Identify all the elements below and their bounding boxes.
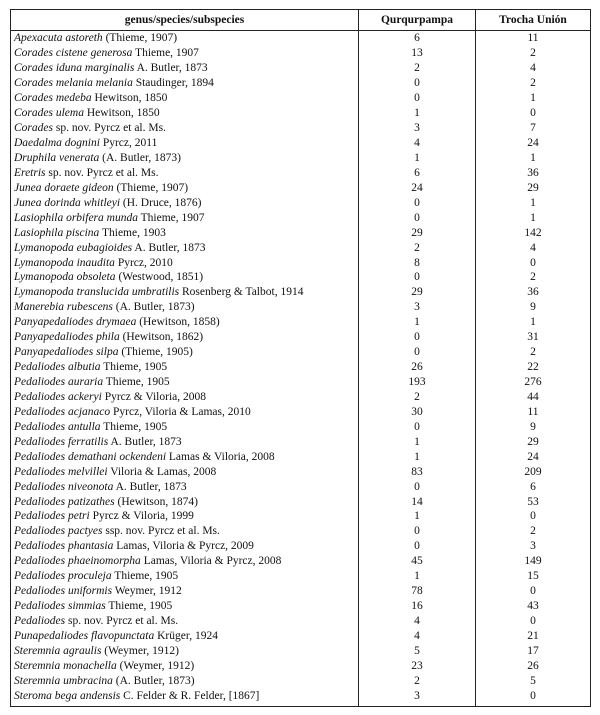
- species-name-cell: [11, 195, 359, 210]
- species-authority: Thieme, 1905: [103, 376, 170, 389]
- species-authority: Staudinger, 1894: [132, 77, 214, 90]
- species-name: Manerebia rubescens: [14, 301, 113, 314]
- trocha-union-count: 17: [476, 643, 591, 658]
- header-qurqurpampa: Qurqurpampa: [359, 10, 476, 31]
- table-row: [11, 509, 591, 524]
- species-authority: (Hewitson, 1862): [119, 331, 204, 344]
- species-name: Junea dorinda whitleyi: [14, 196, 121, 209]
- species-name: Pedaliodes ferratilis: [14, 435, 109, 448]
- table-row: [11, 136, 591, 151]
- header-trocha-union: Trocha Unión: [476, 10, 591, 31]
- species-name-cell: [11, 240, 359, 255]
- species-name: Pedaliodes melvillei: [14, 465, 108, 478]
- species-authority: Lamas & Viloria, 2008: [166, 450, 275, 463]
- trocha-union-count: 142: [476, 225, 591, 240]
- species-name: Steremnia monachella: [14, 659, 117, 672]
- species-authority: Pyrcz & Viloria, 1999: [89, 510, 194, 523]
- qurqurpampa-count: 2: [359, 240, 476, 255]
- table-row: [11, 584, 591, 599]
- species-authority: Thieme, 1905: [111, 570, 179, 583]
- table-body: [11, 31, 591, 707]
- species-authority: sp. nov. Pyrcz et al. Ms.: [65, 615, 179, 628]
- qurqurpampa-count: 23: [359, 658, 476, 673]
- species-name-cell: [11, 658, 359, 673]
- table-row: [11, 91, 591, 106]
- species-authority: Thieme, 1905: [100, 420, 168, 433]
- species-name: Steremnia agraulis: [14, 644, 102, 657]
- species-name: Pedaliodes pactyes: [14, 525, 103, 538]
- qurqurpampa-count: 6: [359, 165, 476, 180]
- table-row: [11, 643, 591, 658]
- species-name-cell: [11, 270, 359, 285]
- species-name-cell: [11, 688, 359, 706]
- species-authority: A. Butler, 1873: [113, 480, 187, 493]
- qurqurpampa-count: 1: [359, 151, 476, 166]
- species-name-cell: [11, 494, 359, 509]
- species-name-cell: [11, 524, 359, 539]
- species-authority: A. Butler, 1873: [132, 241, 206, 254]
- species-authority: (Hewitson, 1874): [114, 495, 198, 508]
- trocha-union-count: 7: [476, 121, 591, 136]
- species-authority: A. Butler, 1873: [134, 62, 208, 75]
- qurqurpampa-count: 6: [359, 31, 476, 46]
- trocha-union-count: 36: [476, 285, 591, 300]
- qurqurpampa-count: 4: [359, 629, 476, 644]
- trocha-union-count: 149: [476, 554, 591, 569]
- table-row: [11, 31, 591, 46]
- species-name: Lymanopoda eubagioides: [14, 241, 133, 254]
- qurqurpampa-count: 16: [359, 599, 476, 614]
- table-row: [11, 629, 591, 644]
- trocha-union-count: 0: [476, 584, 591, 599]
- species-name-cell: [11, 255, 359, 270]
- species-name: Pedaliodes phantasia: [14, 540, 114, 553]
- qurqurpampa-count: 29: [359, 225, 476, 240]
- species-authority: sp. nov. Pyrcz et al. Ms.: [45, 166, 159, 179]
- trocha-union-count: 1: [476, 151, 591, 166]
- table-row: [11, 449, 591, 464]
- species-name: Pedaliodes uniformis: [14, 585, 113, 598]
- trocha-union-count: 5: [476, 673, 591, 688]
- qurqurpampa-count: 1: [359, 509, 476, 524]
- species-name-cell: [11, 136, 359, 151]
- trocha-union-count: 24: [476, 136, 591, 151]
- qurqurpampa-count: 30: [359, 404, 476, 419]
- trocha-union-count: 43: [476, 599, 591, 614]
- trocha-union-count: 11: [476, 404, 591, 419]
- species-authority: (Thieme, 1907): [102, 32, 178, 45]
- species-name-cell: [11, 614, 359, 629]
- qurqurpampa-count: 1: [359, 569, 476, 584]
- species-name-cell: [11, 569, 359, 584]
- qurqurpampa-count: 4: [359, 614, 476, 629]
- species-name: Apexacuta astoreth: [14, 32, 103, 45]
- species-name-cell: [11, 434, 359, 449]
- trocha-union-count: 9: [476, 419, 591, 434]
- species-authority: Weymer, 1912: [112, 585, 182, 598]
- species-name: Eretris: [14, 166, 46, 179]
- species-name-cell: [11, 151, 359, 166]
- table-row: [11, 300, 591, 315]
- species-name-cell: [11, 61, 359, 76]
- species-authority: (H. Druce, 1876): [120, 196, 202, 209]
- trocha-union-count: 2: [476, 524, 591, 539]
- qurqurpampa-count: 0: [359, 524, 476, 539]
- trocha-union-count: 4: [476, 61, 591, 76]
- table-row: [11, 688, 591, 706]
- species-name-cell: [11, 629, 359, 644]
- table-row: [11, 569, 591, 584]
- species-authority: Lamas, Viloria & Pyrcz, 2008: [140, 555, 282, 568]
- species-name-cell: [11, 285, 359, 300]
- table-row: [11, 270, 591, 285]
- species-authority: Krüger, 1924: [154, 629, 218, 642]
- qurqurpampa-count: 1: [359, 315, 476, 330]
- table-row: [11, 151, 591, 166]
- species-name: Corades: [14, 122, 53, 135]
- trocha-union-count: 1: [476, 210, 591, 225]
- species-authority: Hewitson, 1850: [83, 107, 160, 120]
- species-name-cell: [11, 509, 359, 524]
- trocha-union-count: 1: [476, 195, 591, 210]
- table-row: [11, 539, 591, 554]
- species-name: Pedaliodes niveonota: [14, 480, 114, 493]
- species-authority: Pyrcz, 2011: [99, 137, 158, 150]
- species-name: Lymanopoda obsoleta: [14, 271, 116, 284]
- species-name-cell: [11, 106, 359, 121]
- species-name: Steroma bega andensis: [14, 689, 121, 702]
- table-row: [11, 434, 591, 449]
- species-name-cell: [11, 599, 359, 614]
- species-name: Lasiophila piscina: [14, 226, 100, 239]
- qurqurpampa-count: 3: [359, 688, 476, 706]
- table-row: [11, 479, 591, 494]
- species-name: Pedaliodes ackeryi: [14, 390, 102, 403]
- qurqurpampa-count: 0: [359, 91, 476, 106]
- trocha-union-count: 0: [476, 509, 591, 524]
- trocha-union-count: 9: [476, 300, 591, 315]
- trocha-union-count: 2: [476, 345, 591, 360]
- qurqurpampa-count: 4: [359, 136, 476, 151]
- species-name: Panyapedaliodes silpa: [14, 346, 119, 359]
- species-authority: (A. Butler, 1873): [112, 674, 195, 687]
- species-name: Corades ulema: [14, 107, 84, 120]
- trocha-union-count: 0: [476, 614, 591, 629]
- species-name: Pedaliodes petri: [14, 510, 90, 523]
- trocha-union-count: 276: [476, 375, 591, 390]
- qurqurpampa-count: 0: [359, 195, 476, 210]
- species-name: Druphila venerata: [14, 151, 100, 164]
- trocha-union-count: 1: [476, 315, 591, 330]
- table-row: [11, 121, 591, 136]
- table-row: [11, 210, 591, 225]
- species-authority: Pyrcz & Viloria, 2008: [101, 390, 206, 403]
- table-row: [11, 360, 591, 375]
- species-table-container: [10, 9, 590, 707]
- species-name: Daedalma dognini: [14, 137, 100, 150]
- species-name: Pedaliodes acjanaco: [14, 405, 111, 418]
- qurqurpampa-count: 2: [359, 61, 476, 76]
- table-row: [11, 106, 591, 121]
- trocha-union-count: 44: [476, 390, 591, 405]
- trocha-union-count: 6: [476, 479, 591, 494]
- species-name: Corades iduna marginalis: [14, 62, 135, 75]
- trocha-union-count: 31: [476, 330, 591, 345]
- qurqurpampa-count: 5: [359, 643, 476, 658]
- species-name-cell: [11, 300, 359, 315]
- qurqurpampa-count: 3: [359, 300, 476, 315]
- species-name-cell: [11, 345, 359, 360]
- species-authority: (A. Butler, 1873): [112, 301, 195, 314]
- species-name-cell: [11, 360, 359, 375]
- species-name: Pedaliodes antulla: [14, 420, 101, 433]
- species-name: Corades melania melania: [14, 77, 133, 90]
- qurqurpampa-count: 45: [359, 554, 476, 569]
- table-row: [11, 673, 591, 688]
- qurqurpampa-count: 83: [359, 464, 476, 479]
- species-name-cell: [11, 91, 359, 106]
- qurqurpampa-count: 193: [359, 375, 476, 390]
- table-row: [11, 658, 591, 673]
- species-name-cell: [11, 31, 359, 46]
- species-name: Corades cistene generosa: [14, 47, 133, 60]
- species-name: Lymanopoda inaudita: [14, 256, 115, 269]
- table-row: [11, 375, 591, 390]
- table-row: [11, 225, 591, 240]
- species-authority: A. Butler, 1873: [108, 435, 182, 448]
- table-header-row: [11, 10, 591, 31]
- qurqurpampa-count: 0: [359, 76, 476, 91]
- table-row: [11, 614, 591, 629]
- table-row: [11, 599, 591, 614]
- qurqurpampa-count: 0: [359, 419, 476, 434]
- table-row: [11, 46, 591, 61]
- species-name-cell: [11, 449, 359, 464]
- species-authority: Rosenberg & Talbot, 1914: [179, 286, 304, 299]
- table-row: [11, 61, 591, 76]
- species-abundance-table: [10, 9, 591, 707]
- trocha-union-count: 0: [476, 106, 591, 121]
- table-row: [11, 345, 591, 360]
- qurqurpampa-count: 3: [359, 121, 476, 136]
- table-row: [11, 464, 591, 479]
- species-name-cell: [11, 479, 359, 494]
- trocha-union-count: 36: [476, 165, 591, 180]
- trocha-union-count: 53: [476, 494, 591, 509]
- table-row: [11, 180, 591, 195]
- table-row: [11, 554, 591, 569]
- qurqurpampa-count: 0: [359, 210, 476, 225]
- species-name: Corades medeba: [14, 92, 92, 105]
- table-row: [11, 494, 591, 509]
- species-name-cell: [11, 673, 359, 688]
- table-row: [11, 404, 591, 419]
- qurqurpampa-count: 0: [359, 345, 476, 360]
- qurqurpampa-count: 2: [359, 390, 476, 405]
- table-row: [11, 315, 591, 330]
- species-name: Steremnia umbracina: [14, 674, 113, 687]
- species-name-cell: [11, 315, 359, 330]
- species-name: Panyapedaliodes phila: [14, 331, 120, 344]
- qurqurpampa-count: 0: [359, 479, 476, 494]
- species-name: Pedaliodes simmias: [14, 600, 106, 613]
- species-name-cell: [11, 554, 359, 569]
- table-row: [11, 285, 591, 300]
- species-authority: sp. nov. Pyrcz et al. Ms.: [52, 122, 166, 135]
- species-authority: Hewitson, 1850: [91, 92, 168, 105]
- table-row: [11, 330, 591, 345]
- trocha-union-count: 22: [476, 360, 591, 375]
- qurqurpampa-count: 14: [359, 494, 476, 509]
- table-row: [11, 524, 591, 539]
- header-genus-species: genus/species/subspecies: [11, 10, 359, 31]
- species-authority: (Thieme, 1905): [118, 346, 193, 359]
- species-name-cell: [11, 180, 359, 195]
- qurqurpampa-count: 1: [359, 434, 476, 449]
- species-name: Panyapedaliodes drymaea: [14, 316, 137, 329]
- table-row: [11, 240, 591, 255]
- species-authority: Thieme, 1907: [137, 211, 205, 224]
- species-authority: Pyrcz, 2010: [114, 256, 173, 269]
- species-authority: Viloria & Lamas, 2008: [107, 465, 217, 478]
- qurqurpampa-count: 2: [359, 673, 476, 688]
- species-name: Pedaliodes demathani ockendeni: [14, 450, 167, 463]
- trocha-union-count: 29: [476, 434, 591, 449]
- trocha-union-count: 21: [476, 629, 591, 644]
- trocha-union-count: 15: [476, 569, 591, 584]
- species-name-cell: [11, 464, 359, 479]
- qurqurpampa-count: 1: [359, 449, 476, 464]
- species-authority: (A. Butler, 1873): [99, 151, 181, 164]
- species-name: Pedaliodes: [14, 615, 66, 628]
- qurqurpampa-count: 29: [359, 285, 476, 300]
- species-name: Junea doraete gideon: [14, 181, 114, 194]
- species-name: Lymanopoda translucida umbratilis: [14, 286, 180, 299]
- species-authority: ssp. nov. Pyrcz et al. Ms.: [102, 525, 220, 538]
- species-authority: Thieme, 1905: [105, 600, 173, 613]
- trocha-union-count: 209: [476, 464, 591, 479]
- table-row: [11, 195, 591, 210]
- species-name-cell: [11, 390, 359, 405]
- species-name-cell: [11, 375, 359, 390]
- species-authority: Thieme, 1903: [99, 226, 166, 239]
- trocha-union-count: 1: [476, 91, 591, 106]
- qurqurpampa-count: 26: [359, 360, 476, 375]
- species-authority: (Hewitson, 1858): [136, 316, 220, 329]
- species-authority: (Weymer, 1912): [116, 659, 195, 672]
- species-name-cell: [11, 210, 359, 225]
- table-row: [11, 76, 591, 91]
- species-name-cell: [11, 584, 359, 599]
- trocha-union-count: 11: [476, 31, 591, 46]
- qurqurpampa-count: 0: [359, 270, 476, 285]
- table-row: [11, 419, 591, 434]
- species-name: Lasiophila orbifera munda: [14, 211, 138, 224]
- species-name-cell: [11, 643, 359, 658]
- species-name-cell: [11, 225, 359, 240]
- trocha-union-count: 26: [476, 658, 591, 673]
- trocha-union-count: 0: [476, 255, 591, 270]
- trocha-union-count: 0: [476, 688, 591, 706]
- trocha-union-count: 2: [476, 46, 591, 61]
- species-authority: Lamas, Viloria & Pyrcz, 2009: [113, 540, 254, 553]
- qurqurpampa-count: 0: [359, 539, 476, 554]
- species-name-cell: [11, 330, 359, 345]
- trocha-union-count: 4: [476, 240, 591, 255]
- trocha-union-count: 2: [476, 76, 591, 91]
- species-name-cell: [11, 539, 359, 554]
- species-authority: (Westwood, 1851): [115, 271, 204, 284]
- species-name: Pedaliodes albutia: [14, 361, 101, 374]
- species-name-cell: [11, 419, 359, 434]
- species-authority: Thieme, 1905: [100, 361, 168, 374]
- species-name: Pedaliodes auraria: [14, 376, 104, 389]
- species-name-cell: [11, 76, 359, 91]
- species-name: Pedaliodes phaeinomorpha: [14, 555, 141, 568]
- qurqurpampa-count: 78: [359, 584, 476, 599]
- species-name: Pedaliodes proculeja: [14, 570, 112, 583]
- trocha-union-count: 24: [476, 449, 591, 464]
- table-row: [11, 390, 591, 405]
- species-name-cell: [11, 404, 359, 419]
- qurqurpampa-count: 24: [359, 180, 476, 195]
- table-row: [11, 165, 591, 180]
- trocha-union-count: 2: [476, 270, 591, 285]
- qurqurpampa-count: 1: [359, 106, 476, 121]
- table-row: [11, 255, 591, 270]
- qurqurpampa-count: 13: [359, 46, 476, 61]
- species-name-cell: [11, 121, 359, 136]
- species-name: Punapedaliodes flavopunctata: [14, 629, 155, 642]
- qurqurpampa-count: 0: [359, 330, 476, 345]
- trocha-union-count: 29: [476, 180, 591, 195]
- trocha-union-count: 3: [476, 539, 591, 554]
- species-name-cell: [11, 46, 359, 61]
- species-authority: Pyrcz, Viloria & Lamas, 2010: [110, 405, 251, 418]
- species-name-cell: [11, 165, 359, 180]
- species-authority: Thieme, 1907: [132, 47, 199, 60]
- species-authority: (Weymer, 1912): [101, 644, 179, 657]
- species-name: Pedaliodes patizathes: [14, 495, 115, 508]
- qurqurpampa-count: 8: [359, 255, 476, 270]
- species-authority: C. Felder & R. Felder, [1867]: [120, 689, 260, 702]
- species-authority: (Thieme, 1907): [113, 181, 189, 194]
